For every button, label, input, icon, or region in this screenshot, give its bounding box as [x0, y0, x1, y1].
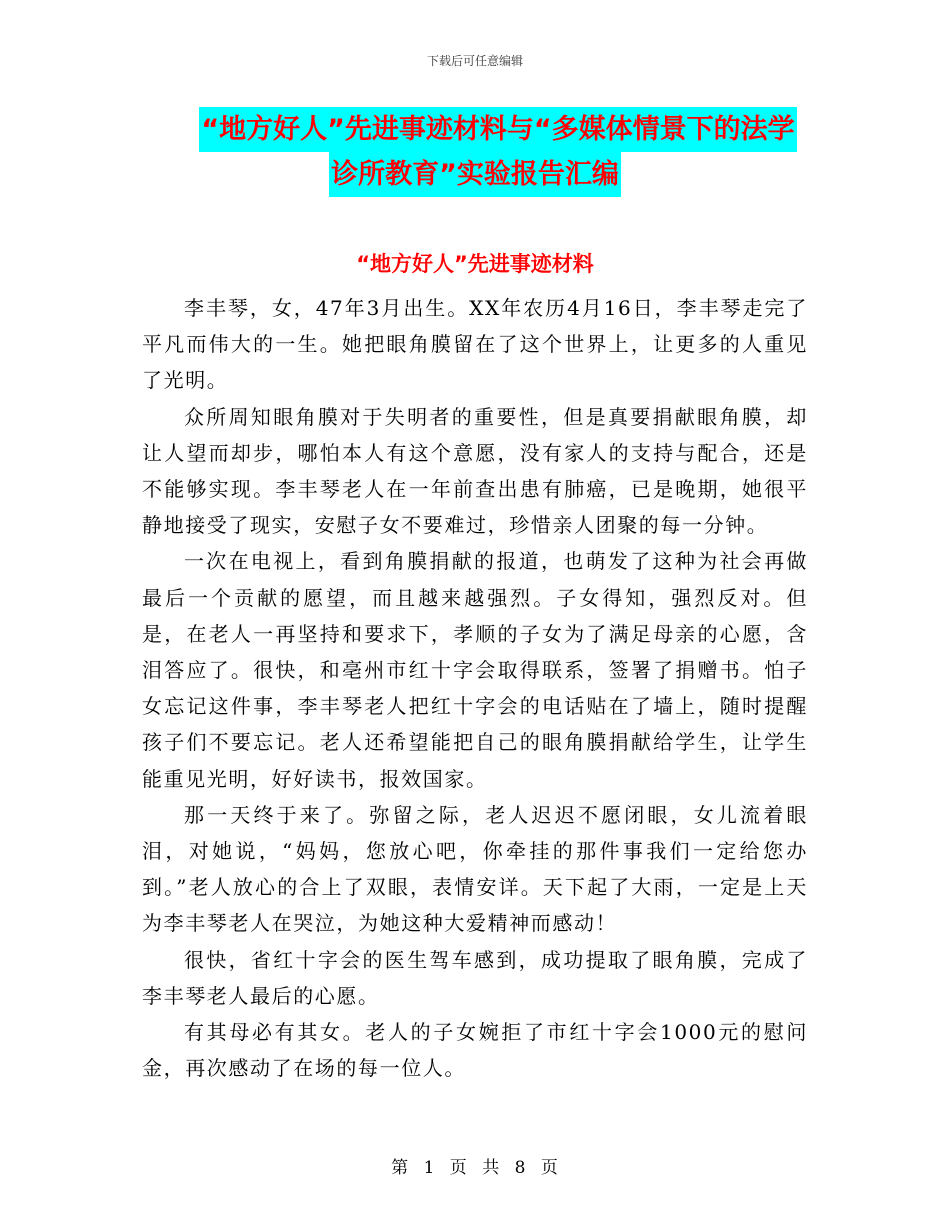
- footer-total-prefix: 共: [482, 1158, 501, 1178]
- page-footer: [0, 1153, 950, 1178]
- paragraph: 李丰琴，女，47年3月出生。XX年农历4月16日，李丰琴走完了平凡而伟大的一生。她把眼角膜留在了这个世界上，让更多的人重见了光明。: [142, 296, 808, 393]
- paragraph: 众所周知眼角膜对于失明者的重要性，但是真要捐献眼角膜，却让人望而却步，哪怕本人有这个意愿，没有家人的支持与配合，还是不能够实现。李丰琴老人在一年前查出患有肺癌，已是晚期，她很平静地接受了现实，安慰子女不要难过，珍惜亲人团聚的每一分钟。: [142, 404, 808, 538]
- header-note: 下载后可任意编辑: [426, 54, 523, 68]
- document-title: [0, 107, 950, 197]
- paragraph: 那一天终于来了。弥留之际，老人迟迟不愿闭眼，女儿流着眼泪，对她说，“妈妈，您放心吧，你牵挂的那件事我们一定给您办到。”老人放心的合上了双眼，表情安详。天下起了大雨，一定是上天为李丰琴老人在哭泣，为她这种大爱精神而感动！: [142, 802, 808, 936]
- section-title: “地方好人”先进事迹材料: [356, 252, 594, 276]
- paragraph: 有其母必有其女。老人的子女婉拒了市红十字会1000元的慰问金，再次感动了在场的每一位人。: [142, 1020, 808, 1081]
- footer-total-unit: 页: [540, 1158, 559, 1178]
- total-page-count: 8: [514, 1158, 527, 1178]
- current-page-number: 1: [423, 1158, 436, 1178]
- paragraph: 一次在电视上，看到角膜捐献的报道，也萌发了这种为社会再做最后一个贡献的愿望，而且越来越强烈。子女得知，强烈反对。但是，在老人一再坚持和要求下，孝顺的子女为了满足母亲的心愿，含泪答应了。很快，和亳州市红十字会取得联系，签署了捐赠书。怕子女忘记这件事，李丰琴老人把红十字会的电话贴在了墙上，随时提醒孩子们不要忘记。老人还希望能把自己的眼角膜捐献给学生，让学生能重见光明，好好读书，报效国家。: [142, 549, 808, 791]
- article-body: [142, 290, 808, 1086]
- paragraph: 很快，省红十字会的医生驾车感到，成功提取了眼角膜，完成了李丰琴老人最后的心愿。: [142, 947, 808, 1008]
- footer-prefix: 第: [391, 1158, 410, 1178]
- document-title-line-2: 诊所教育”实验报告汇编: [329, 152, 621, 197]
- footer-page-unit: 页: [449, 1158, 468, 1178]
- document-title-line-1: “地方好人”先进事迹材料与“多媒体情景下的法学: [199, 107, 796, 152]
